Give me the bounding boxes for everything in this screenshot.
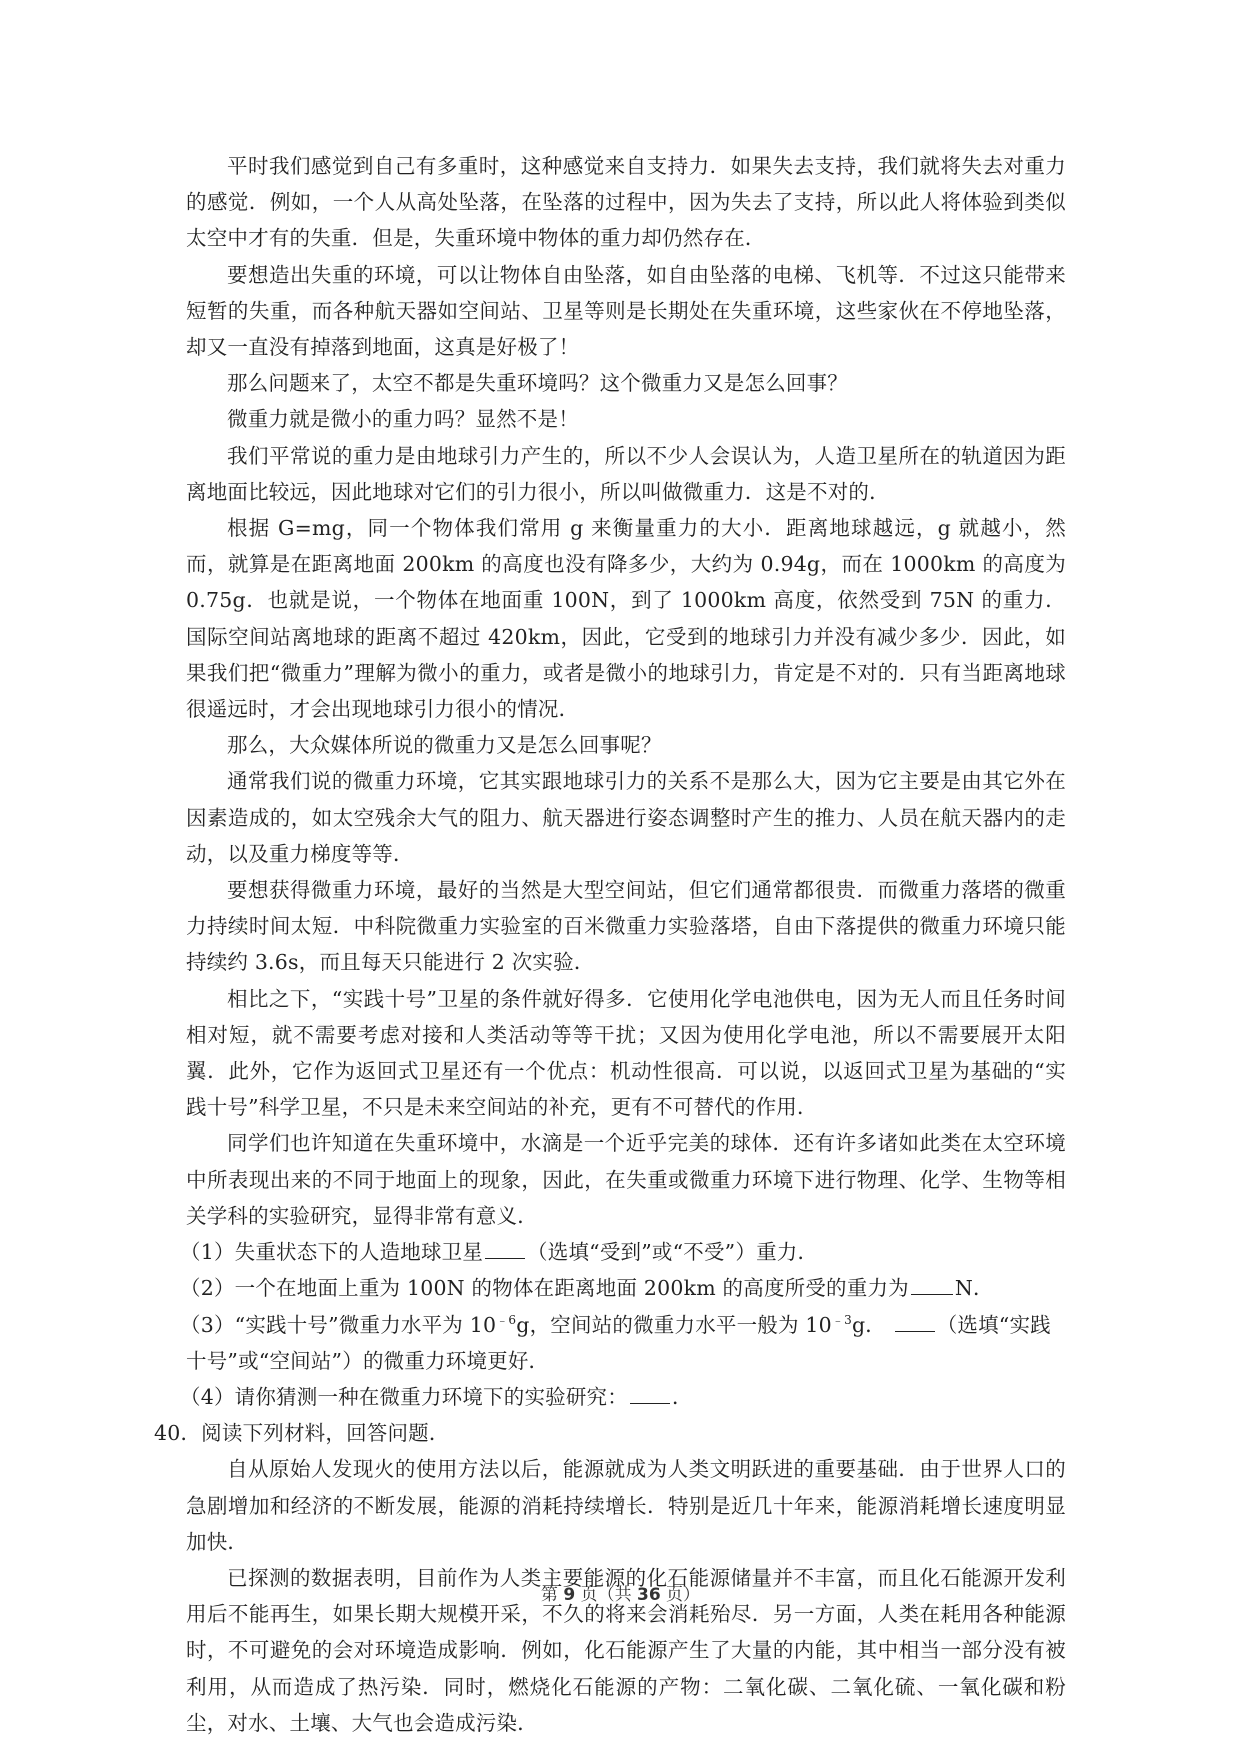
question-3	[180, 1307, 1066, 1379]
paragraph-8: 通常我们说的微重力环境，它其实跟地球引力的关系不是那么大，因为它主要是由其它外在因素造成的，如太空残余大气的阻力、航天器进行姿态调整时产生的推力、人员在航天器内的走动，以及重力梯度等等．	[186, 769, 1066, 866]
question-4	[180, 1379, 1066, 1415]
paragraph-1: 平时我们感觉到自己有多重时，这种感觉来自支持力．如果失去支持，我们就将失去对重力的感觉．例如，一个人从高处坠落，在坠落的过程中，因为失去了支持，所以此人将体验到类似太空中才有的失重．但是，失重环境中物体的重力却仍然存在．	[186, 154, 1066, 251]
answer-blank-3[interactable]	[895, 1313, 935, 1332]
question-2-text: （2）一个在地面上重为 100N 的物体在距离地面 200km 的高度所受的重力为	[180, 1276, 909, 1301]
answer-blank-4[interactable]	[630, 1385, 670, 1404]
current-page-number: 9	[563, 1585, 576, 1605]
paragraph-9: 要想获得微重力环境，最好的当然是大型空间站，但它们通常都很贵．而微重力落塔的微重力持续时间太短．中科院微重力实验室的百米微重力实验落塔，自由下落提供的微重力环境只能持续约 3.6s，而且每天只能进行 2 次实验．	[186, 878, 1066, 975]
question-3-text-c: g．	[851, 1312, 886, 1337]
paragraph-2: 要想造出失重的环境，可以让物体自由坠落，如自由坠落的电梯、飞机等．不过这只能带来短暂的失重，而各种航天器如空间站、卫星等则是长期处在失重环境，这些家伙在不停地坠落，却又一直没有掉落到地面，这真是好极了！	[186, 262, 1066, 360]
paragraph-3: 那么问题来了，太空不都是失重环境吗？这个微重力又是怎么回事？	[227, 371, 848, 396]
footer-middle: 页（共	[575, 1585, 637, 1605]
footer-suffix: 页）	[660, 1585, 701, 1605]
paragraph-6: 根据 G=mg，同一个物体我们常用 g 来衡量重力的大小．距离地球越远，g 就越小，然而，就算是在距离地面 200km 的高度也没有降多少，大约为 0.94g，而在 1000km 的高度为 0.75g．也就是说，一个物体在地面重 100N，到了 1000km 高度，依然受到 75N 的重力．国际空间站离地球的距离不超过 420km，因此，它受到的地球引力并没有减少多少．因此，如果我们把“微重力”理解为微小的重力，或者是微小的地球引力，肯定是不对的．只有当距离地球很遥远时，才会出现地球引力很小的情况．	[186, 516, 1066, 722]
exponent-2: ﹣3	[831, 1312, 852, 1327]
paragraph-10: 相比之下，“实践十号”卫星的条件就好得多．它使用化学电池供电，因为无人而且任务时间相对短，就不需要考虑对接和人类活动等等干扰；又因为使用化学电池，所以不需要展开太阳翼．此外，它作为返回式卫星还有一个优点：机动性很高．可以说，以返回式卫星为基础的“实践十号”科学卫星，不只是未来空间站的补充，更有不可替代的作用．	[186, 986, 1066, 1120]
question-4-text: （4）请你猜测一种在微重力环境下的实验研究：	[180, 1384, 628, 1409]
section40-paragraph-1: 自从原始人发现火的使用方法以后，能源就成为人类文明跃进的重要基础．由于世界人口的急剧增加和经济的不断发展，能源的消耗持续增长．特别是近几十年来，能源消耗增长速度明显加快．	[186, 1457, 1066, 1554]
paragraph-11: 同学们也许知道在失重环境中，水滴是一个近乎完美的球体．还有许多诸如此类在太空环境中所表现出来的不同于地面上的现象，因此，在失重或微重力环境下进行物理、化学、生物等相关学科的实验研究，显得非常有意义．	[186, 1131, 1066, 1228]
paragraph-7: 那么，大众媒体所说的微重力又是怎么回事呢？	[227, 733, 662, 758]
page-footer	[0, 1580, 1241, 1605]
question-3-text-d: （选填“实践十号”或“空间站”）的微重力环境更好．	[186, 1312, 1051, 1373]
question-40-heading: 40．阅读下列材料，回答问题．	[154, 1421, 450, 1446]
paragraph-5: 我们平常说的重力是由地球引力产生的，所以不少人会误认为，人造卫星所在的轨道因为距离地面比较远，因此地球对它们的引力很小，所以叫做微重力．这是不对的．	[186, 443, 1066, 504]
paragraph-4: 微重力就是微小的重力吗？显然不是！	[227, 407, 579, 432]
answer-blank-2[interactable]	[911, 1276, 953, 1295]
question-3-text-b: g，空间站的微重力水平一般为 10	[516, 1312, 832, 1337]
question-2-suffix: N．	[954, 1276, 994, 1301]
total-page-number: 36	[636, 1585, 661, 1605]
question-1-text: （1）失重状态下的人造地球卫星	[180, 1240, 484, 1265]
answer-blank-1[interactable]	[485, 1240, 525, 1259]
question-1-suffix: （选填“受到”或“不受”）重力．	[527, 1240, 819, 1265]
exponent-1: ﹣6	[496, 1312, 517, 1327]
question-4-suffix: ．	[671, 1384, 693, 1409]
question-2	[180, 1270, 1066, 1306]
document-page	[154, 148, 1066, 1741]
section40-paragraph-2: 已探测的数据表明，目前作为人类主要能源的化石能源储量并不丰富，而且化石能源开发利用后不能再生，如果长期大规模开采，不久的将来会消耗殆尽．另一方面，人类在耗用各种能源时，不可避免的会对环境造成影响．例如，化石能源产生了大量的内能，其中相当一部分没有被利用，从而造成了热污染．同时，燃烧化石能源的产物：二氧化碳、二氧化硫、一氧化碳和粉尘，对水、土壤、大气也会造成污染．	[186, 1565, 1066, 1735]
footer-prefix: 第	[540, 1585, 564, 1605]
question-3-text-a: （3）“实践十号”微重力水平为 10	[180, 1312, 497, 1337]
question-1	[180, 1234, 1066, 1270]
